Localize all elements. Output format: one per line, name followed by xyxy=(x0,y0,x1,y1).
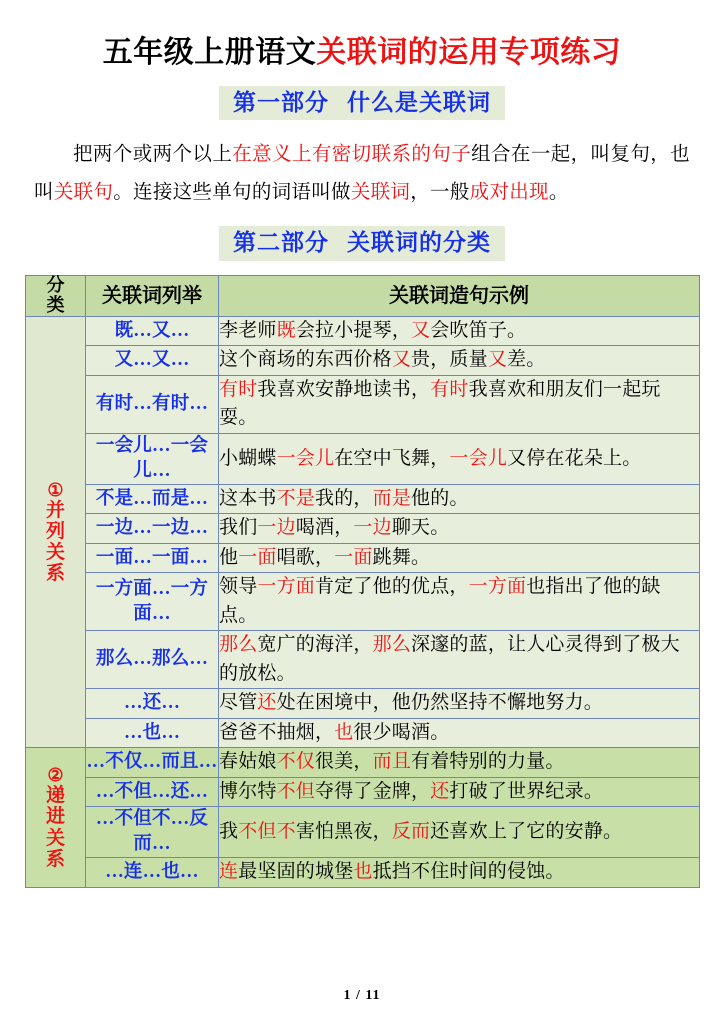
example-keyword: 而且 xyxy=(372,751,412,773)
definition-text: ，一般 xyxy=(410,182,470,204)
example-text: 深邃的蓝，让人心灵得到了极大的放松。 xyxy=(219,634,680,684)
example-text: 会吹笛子。 xyxy=(430,319,527,341)
example-text: 最坚固的城堡 xyxy=(238,861,354,883)
table-row xyxy=(26,375,700,433)
example-text: 小蝴蝶 xyxy=(219,447,277,469)
table-row xyxy=(26,543,700,573)
definition-keyword: 成对出现 xyxy=(469,182,549,204)
example-text: 又停在花朵上。 xyxy=(507,447,642,469)
table-row xyxy=(26,858,700,888)
example-cell xyxy=(219,718,700,748)
example-keyword: 连 xyxy=(219,861,239,883)
section-two-name-label: 关联词的分类 xyxy=(347,230,491,256)
example-cell xyxy=(219,346,700,376)
example-text: 爸爸不抽烟， xyxy=(219,721,335,743)
example-text: 宽广的海洋， xyxy=(257,634,373,656)
example-text: 打破了世界纪录。 xyxy=(449,780,604,802)
conjunction-cell: …不仅…而且… xyxy=(86,748,219,778)
example-text: 肯定了他的优点， xyxy=(315,576,469,598)
example-keyword: 还 xyxy=(257,692,277,714)
conjunction-cell: 一面…一面… xyxy=(86,543,219,573)
category-label-char: 关 xyxy=(45,827,65,849)
example-text: 夺得了金牌， xyxy=(315,780,431,802)
example-cell xyxy=(219,375,700,433)
definition-keyword: 关联句 xyxy=(53,182,114,204)
example-text: 抵挡不住时间的侵蚀。 xyxy=(372,861,565,883)
conjunction-table xyxy=(25,275,700,887)
table-row xyxy=(26,631,700,689)
conjunction-cell: 一方面…一方面… xyxy=(86,573,219,631)
page-title xyxy=(0,0,724,72)
category-label-char: 系 xyxy=(45,563,65,585)
example-text: 还喜欢上了它的安静。 xyxy=(430,821,623,843)
example-cell xyxy=(219,858,700,888)
conjunction-table-wrap xyxy=(25,275,699,887)
example-keyword: 一面 xyxy=(334,546,373,568)
example-keyword: 一边 xyxy=(257,517,296,539)
example-text: 唱歌， xyxy=(276,546,335,568)
example-text: 会拉小提琴， xyxy=(295,319,412,341)
example-cell xyxy=(219,689,700,719)
section-one-part-label: 第一部分 xyxy=(233,89,329,115)
example-text: 有着特别的力量。 xyxy=(411,751,565,773)
conjunction-cell: …也… xyxy=(86,718,219,748)
page-title-black: 五年级上册语文 xyxy=(102,36,317,69)
example-keyword: 又 xyxy=(487,349,508,371)
example-text: 我的， xyxy=(315,487,373,509)
example-text: 在空中飞舞， xyxy=(334,447,450,469)
example-keyword: 也 xyxy=(334,721,354,743)
example-text: 春姑娘 xyxy=(219,751,277,773)
table-row xyxy=(26,433,700,484)
example-keyword: 那么 xyxy=(372,634,412,656)
category-label-char: 并 xyxy=(45,499,65,521)
example-text: 处在困境中，他仍然坚持不懈地努力。 xyxy=(276,692,604,714)
example-keyword: 不仅 xyxy=(276,751,316,773)
conjunction-cell: 又…又… xyxy=(86,346,219,376)
category-number: ① xyxy=(47,479,64,500)
column-header-example: 关联词造句示例 xyxy=(219,276,700,317)
category-cell xyxy=(26,316,86,747)
example-text: 跳舞。 xyxy=(372,546,431,568)
category-label-char: 关 xyxy=(45,542,65,564)
example-keyword: 有时 xyxy=(430,378,469,400)
example-keyword: 不是 xyxy=(276,487,316,509)
example-text: 很美， xyxy=(315,751,373,773)
example-text: 我喜欢安静地读书， xyxy=(257,378,431,400)
table-row xyxy=(26,689,700,719)
column-header-category-char: 类 xyxy=(46,295,65,316)
example-keyword: 还 xyxy=(430,780,450,802)
example-cell xyxy=(219,316,700,346)
definition-keyword: 关联词 xyxy=(350,182,411,204)
conjunction-cell: 有时…有时… xyxy=(86,375,219,433)
conjunction-cell: …连…也… xyxy=(86,858,219,888)
conjunction-cell: …不但…还… xyxy=(86,777,219,807)
example-text: 他 xyxy=(219,546,239,568)
section-one-name-label: 什么是关联词 xyxy=(347,89,491,115)
example-keyword: 一方面 xyxy=(468,576,527,598)
example-keyword: 那么 xyxy=(219,634,258,656)
example-text: 我喜欢和朋友们一起玩耍。 xyxy=(219,378,661,429)
table-row xyxy=(26,573,700,631)
table-head xyxy=(26,276,700,317)
conjunction-cell: 既…又… xyxy=(86,316,219,346)
column-header-category-char: 分 xyxy=(46,275,65,296)
example-text: 领导 xyxy=(219,576,258,598)
table-row xyxy=(26,346,700,376)
category-label-char: 系 xyxy=(45,848,65,870)
example-keyword: 又 xyxy=(411,319,431,341)
example-text: 很少喝酒。 xyxy=(353,721,450,743)
definition-text: 把两个或两个以上 xyxy=(73,144,233,166)
conjunction-cell: 不是…而是… xyxy=(86,484,219,514)
column-header-category xyxy=(26,276,86,317)
example-keyword: 而是 xyxy=(372,487,412,509)
category-number: ② xyxy=(47,764,64,785)
example-text: 喝酒， xyxy=(295,517,354,539)
category-label-char: 进 xyxy=(45,806,65,828)
category-cell xyxy=(26,748,86,887)
conjunction-cell: …不但不…反而… xyxy=(86,807,219,858)
example-text: 博尔特 xyxy=(219,780,277,802)
example-text: 我们 xyxy=(219,517,258,539)
example-keyword: 反而 xyxy=(391,821,431,843)
section-two-heading-wrap xyxy=(0,226,724,261)
section-two-part-label: 第二部分 xyxy=(233,230,329,256)
example-keyword: 也 xyxy=(353,861,373,883)
example-keyword: 一会儿 xyxy=(276,447,335,469)
example-text: 我 xyxy=(219,821,239,843)
example-cell xyxy=(219,748,700,778)
example-keyword: 不但不 xyxy=(238,821,296,843)
definition-paragraph xyxy=(34,136,690,212)
example-text: 也指出了他的缺点。 xyxy=(219,576,661,626)
example-keyword: 有时 xyxy=(219,378,258,400)
table-row xyxy=(26,316,700,346)
example-cell xyxy=(219,433,700,484)
column-header-list: 关联词列举 xyxy=(86,276,219,317)
table-body xyxy=(26,316,700,887)
example-cell xyxy=(219,807,700,858)
example-keyword: 既 xyxy=(276,319,296,341)
example-text: 这个商场的东西价格 xyxy=(219,349,392,371)
example-keyword: 一面 xyxy=(238,546,277,568)
example-text: 聊天。 xyxy=(391,517,450,539)
definition-text: 组合在一起，叫复句，也叫 xyxy=(34,144,690,204)
table-row xyxy=(26,807,700,858)
conjunction-cell: 那么…那么… xyxy=(86,631,219,689)
example-cell xyxy=(219,573,700,631)
example-keyword: 一边 xyxy=(353,517,392,539)
conjunction-cell: 一边…一边… xyxy=(86,514,219,544)
example-cell xyxy=(219,777,700,807)
example-cell xyxy=(219,631,700,689)
category-label-char: 递 xyxy=(45,785,65,807)
section-two-heading xyxy=(219,226,505,261)
example-keyword: 一方面 xyxy=(257,576,316,598)
page-title-red: 关联词的运用专项练习 xyxy=(316,36,622,69)
category-label-char: 列 xyxy=(45,520,65,542)
table-row xyxy=(26,748,700,778)
example-text: 害怕黑夜， xyxy=(295,821,392,843)
example-cell xyxy=(219,484,700,514)
table-row xyxy=(26,514,700,544)
conjunction-cell: 一会儿…一会儿… xyxy=(86,433,219,484)
definition-text: 。连接这些单句的词语叫做 xyxy=(113,182,351,204)
example-text: 尽管 xyxy=(219,692,258,714)
section-one-heading-wrap xyxy=(0,86,724,121)
table-row xyxy=(26,484,700,514)
page-footer: 1 / 11 xyxy=(343,988,381,1003)
example-text: 差。 xyxy=(507,349,546,371)
example-keyword: 不但 xyxy=(276,780,316,802)
example-text: 贵，质量 xyxy=(411,349,488,371)
example-text: 李老师 xyxy=(219,319,277,341)
table-header-row xyxy=(26,276,700,317)
example-text: 他的。 xyxy=(411,487,469,509)
example-cell xyxy=(219,514,700,544)
table-row xyxy=(26,777,700,807)
table-row xyxy=(26,718,700,748)
example-keyword: 又 xyxy=(391,349,412,371)
example-keyword: 一会儿 xyxy=(449,447,508,469)
definition-keyword: 在意义上有密切联系的句子 xyxy=(232,144,472,166)
example-cell xyxy=(219,543,700,573)
definition-text: 。 xyxy=(548,182,569,204)
conjunction-cell: …还… xyxy=(86,689,219,719)
section-one-heading xyxy=(219,86,505,121)
example-text: 这本书 xyxy=(219,487,277,509)
